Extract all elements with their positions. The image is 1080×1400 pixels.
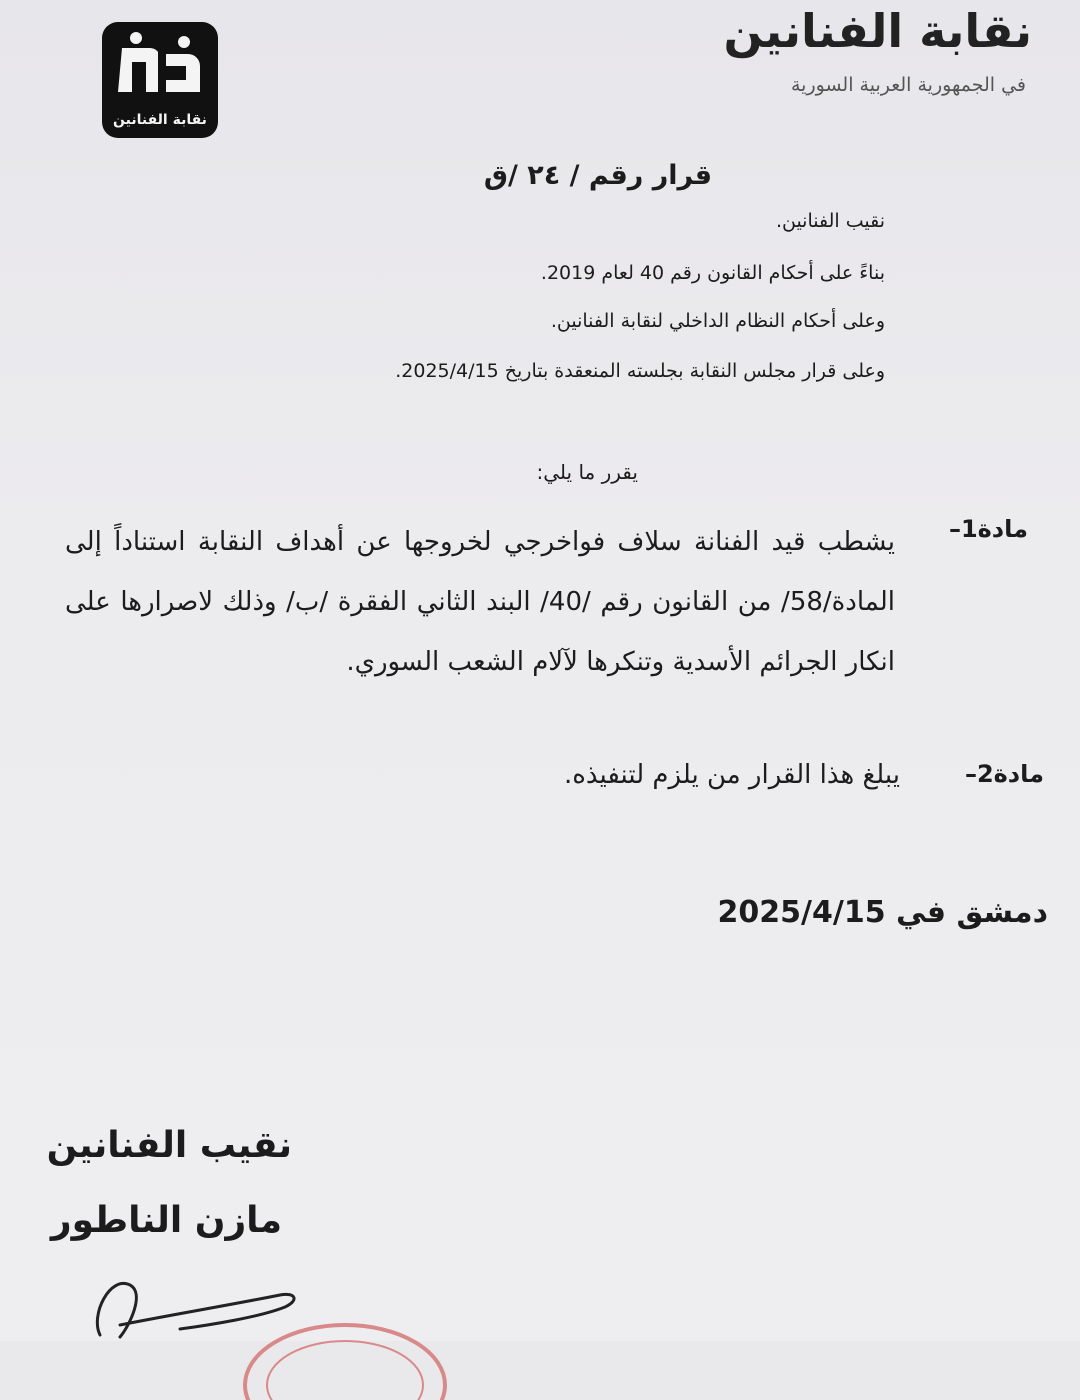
signatory-name: مازن الناطور (50, 1200, 282, 1241)
decision-title: قرار رقم / ٢٤ /ق (483, 160, 712, 191)
organization-name: نقابة الفنانين (723, 4, 1032, 58)
basis-line-3: وعلى قرار مجلس النقابة بجلسته المنعقدة بتاريخ 2025/4/15. (395, 360, 885, 382)
article-2-label: مادة2– (964, 760, 1044, 788)
organization-subtitle: في الجمهورية العربية السورية (791, 74, 1026, 96)
issuer-line: نقيب الفنانين. (775, 210, 885, 232)
article-2-text: يبلغ هذا القرار من يلزم لتنفيذه. (563, 760, 900, 790)
basis-line-1: بناءً على أحكام القانون رقم 40 لعام 2019. (540, 262, 885, 284)
signatory-title: نقيب الفنانين (46, 1125, 292, 1166)
article-1-text: يشطب قيد الفنانة سلاف فواخرجي لخروجها عن أهداف النقابة استناداً إلى المادة/58/ من القانون رقم /40/ البند الثاني الفقرة /ب/ وذلك لاصرارها على انكار الجرائم الأسدية وتنكرها لآلام الشعب السوري. (65, 527, 895, 677)
article-1-label: مادة1– (948, 515, 1028, 543)
official-stamp (235, 1290, 455, 1400)
basis-line-2: وعلى أحكام النظام الداخلي لنقابة الفنانين. (550, 310, 885, 332)
place-date-line: دمشق في 2025/4/15 (717, 895, 1048, 930)
decides-heading: يقرر ما يلي: (536, 460, 638, 484)
svg-text:نقابة الفنانين: نقابة الفنانين (113, 112, 207, 128)
union-logo (100, 20, 220, 140)
